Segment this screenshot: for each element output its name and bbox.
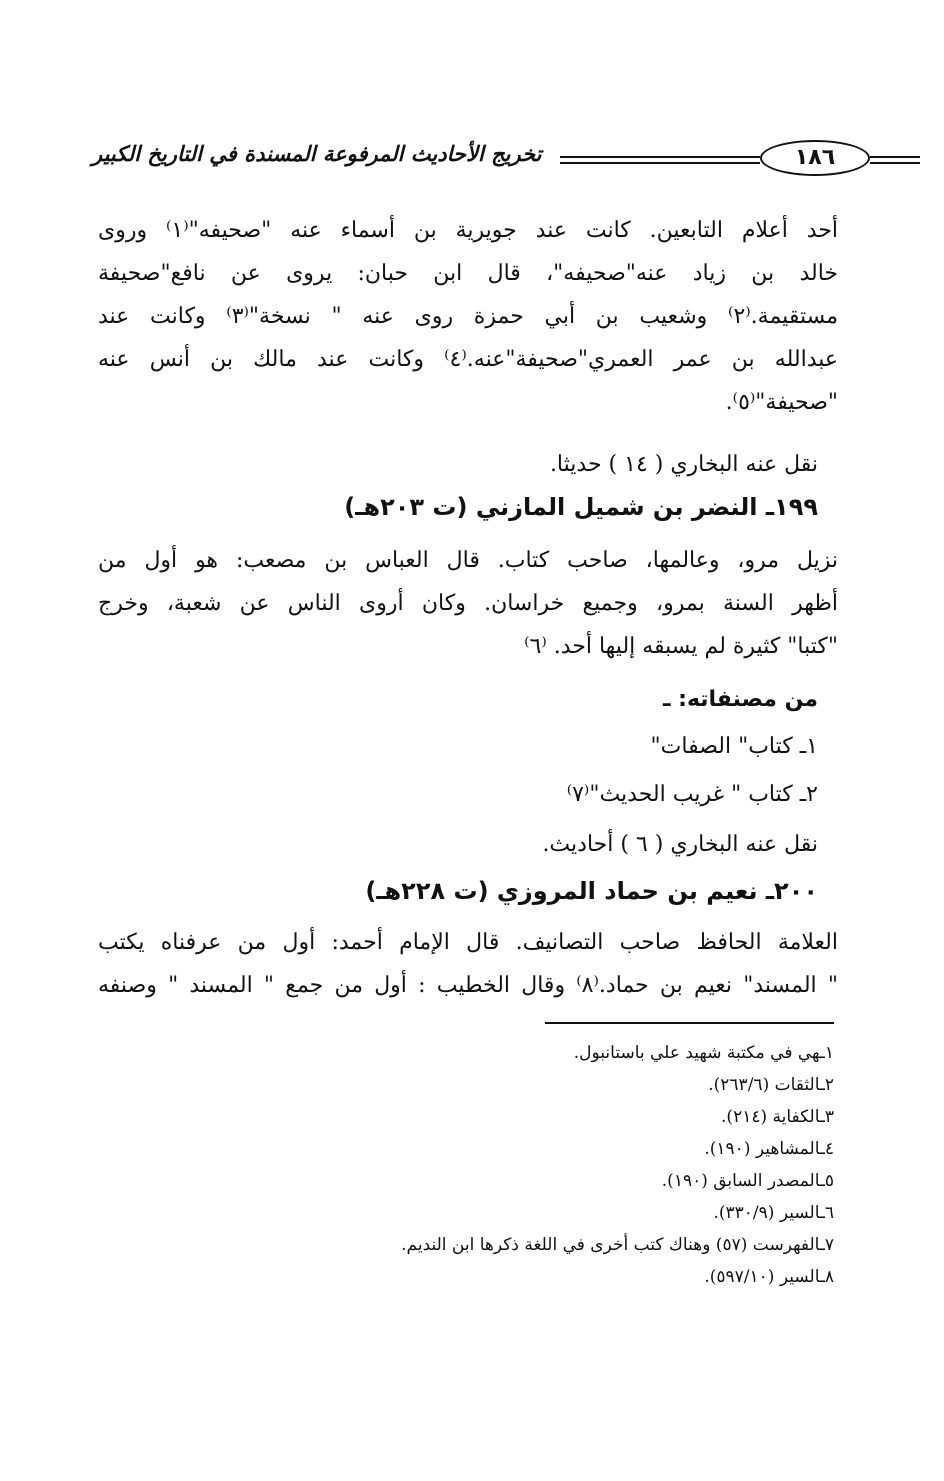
header-rule [560, 156, 760, 158]
text-line: "كتبا" كثيرة لم يسبقه إليها أحد. ⁽٦⁾ [524, 634, 838, 659]
works-heading: من مصنفاته: ـ [662, 687, 818, 712]
footnote: ٢ـالثقات (٢٦٣/٦). [708, 1075, 834, 1095]
header-rule [870, 156, 920, 158]
text-line: العلامة الحافظ صاحب التصانيف. قال الإمام أحمد: أول من عرفناه يكتب [98, 930, 838, 955]
text-line: أحد أعلام التابعين. كانت عند جويرية بن أسماء عنه "صحيفه"⁽١⁾ وروى [98, 218, 838, 243]
narration-count: نقل عنه البخاري ( ٦ ) أحاديث. [542, 832, 818, 857]
narration-count: نقل عنه البخاري ( ١٤ ) حديثا. [549, 452, 818, 477]
footnote: ٨ـالسير (٥٩٧/١٠). [704, 1267, 834, 1287]
text-line: خالد بن زياد عنه"صحيفه"، قال ابن حبان: يروى عن نافع"صحيفة [98, 261, 838, 286]
header-rule [870, 162, 920, 164]
text-line: أظهر السنة بمرو، وجميع خراسان. وكان أروى الناس عن شعبة، وخرج [98, 591, 838, 616]
text-line: "صحيفة"⁽٥⁾. [725, 390, 838, 415]
works-item: ١ـ كتاب" الصفات" [650, 734, 818, 759]
footnote: ٥ـالمصدر السابق (١٩٠). [661, 1171, 834, 1191]
footnote: ٧ـالفهرست (٥٧) وهناك كتب أخرى في اللغة ذكرها ابن النديم. [401, 1235, 834, 1255]
entry-heading-200: ٢٠٠ـ نعيم بن حماد المروزي (ت ٢٢٨هـ) [365, 877, 818, 905]
footnote: ٤ـالمشاهير (١٩٠). [704, 1139, 834, 1159]
footnote-separator [545, 1022, 834, 1024]
running-header [92, 138, 837, 182]
page-number: ١٨٦ [760, 140, 870, 176]
entry-heading-199: ١٩٩ـ النضر بن شميل المازني (ت ٢٠٣هـ) [344, 493, 818, 521]
header-rule [560, 162, 760, 164]
text-line: " المسند" نعيم بن حماد.⁽٨⁾ وقال الخطيب : أول من جمع " المسند " وصنفه [98, 973, 838, 998]
text-line: عبدالله بن عمر العمري"صحيفة"عنه.⁽٤⁾ وكانت عند مالك بن أنس عنه [98, 347, 839, 372]
header-title: تخريج الأحاديث المرفوعة المسندة في التاريخ الكبير [92, 142, 542, 166]
footnote: ٣ـالكفاية (٢١٤). [721, 1107, 834, 1127]
works-item: ٢ـ كتاب " غريب الحديث"⁽٧⁾ [566, 782, 818, 807]
text-line: نزيل مرو، وعالمها، صاحب كتاب. قال العباس بن مصعب: هو أول من [98, 548, 838, 573]
footnote: ١ـهي في مكتبة شهيد علي باستانبول. [573, 1043, 834, 1063]
footnote: ٦ـالسير (٣٣٠/٩). [713, 1203, 834, 1223]
text-line: مستقيمة.⁽٢⁾ وشعيب بن أبي حمزة روى عنه " نسخة"⁽٣⁾ وكانت عند [98, 304, 838, 329]
